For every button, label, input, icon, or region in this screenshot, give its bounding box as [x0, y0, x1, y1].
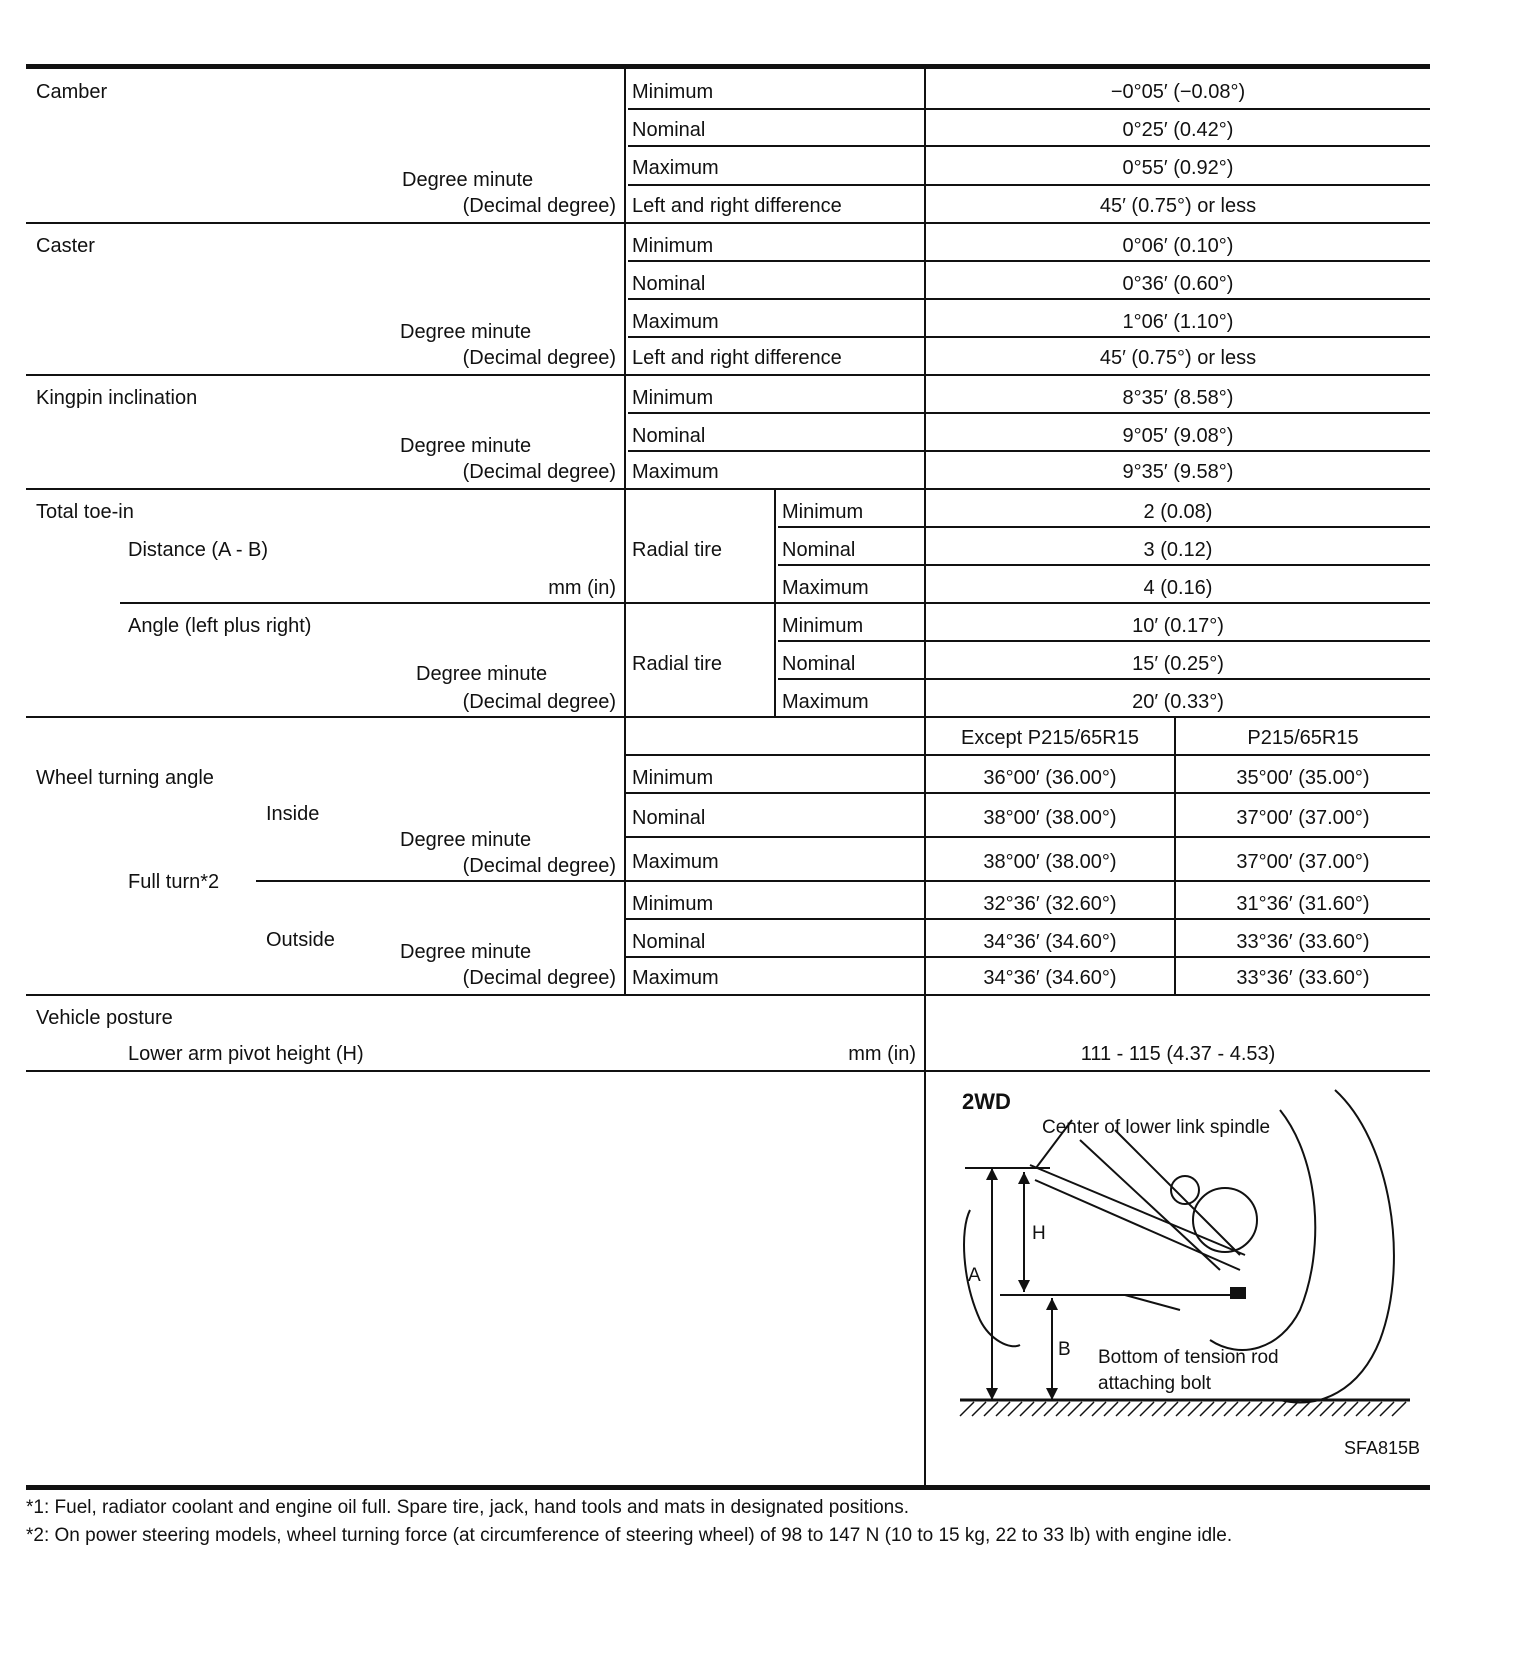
outside-nom-v1: 34°36′ (34.60°) [983, 931, 1117, 953]
section-rule [26, 374, 1430, 376]
outside-max-v2: 33°36′ (33.60°) [1236, 967, 1370, 989]
toe-angle-nom-value: 15′ (0.25°) [1132, 653, 1224, 675]
outside-nom-v2: 33°36′ (33.60°) [1236, 931, 1370, 953]
caster-unit-line1: Degree minute [400, 321, 532, 343]
footnote-1: *1: Fuel, radiator coolant and engine oil full. Spare tire, jack, hand tools and mats in designated positions. [26, 1497, 909, 1518]
caster-label: Caster [36, 235, 95, 257]
inside-nom-v1: 38°00′ (38.00°) [983, 807, 1117, 829]
wheel-hub [1193, 1188, 1257, 1252]
row-rule [626, 956, 1430, 958]
kingpin-min-value: 8°35′ (8.58°) [1122, 387, 1234, 409]
col-p215-header: P215/65R15 [1247, 727, 1359, 749]
posture-unit: mm (in) [848, 1043, 916, 1065]
toe-angle-max-value: 20′ (0.33°) [1132, 691, 1224, 713]
section-rule [26, 488, 1430, 490]
strut-line [1080, 1140, 1220, 1270]
strut-line [1115, 1130, 1240, 1255]
row-rule [628, 108, 1430, 110]
kingpin-min-label: Minimum [632, 387, 714, 409]
inside-max-label: Maximum [632, 851, 719, 873]
row-rule [778, 526, 1430, 528]
row-rule [626, 754, 1430, 756]
row-rule [628, 184, 1430, 186]
row-rule [628, 412, 1430, 414]
arrow [1018, 1172, 1030, 1184]
outside-unit-line1: Degree minute [400, 941, 532, 963]
footnote-2: *2: On power steering models, wheel turning force (at circumference of steering wheel) of 98 to 147 N (10 to 15 kg, 22 to 33 lb) with engine idle. [26, 1525, 1233, 1546]
row-rule [626, 918, 1430, 920]
outside-label: Outside [266, 929, 335, 951]
inside-nom-v2: 37°00′ (37.00°) [1236, 807, 1370, 829]
caster-diff-label: Left and right difference [632, 347, 842, 369]
kingpin-nom-label: Nominal [632, 425, 706, 447]
toe-angle-unit-line1: Degree minute [416, 663, 548, 685]
arrow [986, 1388, 998, 1400]
caster-diff-value: 45′ (0.75°) or less [1099, 347, 1257, 369]
toe-distance-max-label: Maximum [782, 577, 869, 599]
turning-label: Wheel turning angle [36, 767, 214, 789]
kingpin-label: Kingpin inclination [36, 387, 198, 409]
caster-nom-label: Nominal [632, 273, 706, 295]
toe-angle-min-value: 10′ (0.17°) [1132, 615, 1224, 637]
diagram-label-bottom2: attaching bolt [1098, 1373, 1212, 1394]
camber-nom-value: 0°25′ (0.42°) [1122, 119, 1234, 141]
section-rule [26, 994, 1430, 996]
section-rule [26, 716, 1430, 718]
camber-max-value: 0°55′ (0.92°) [1122, 157, 1234, 179]
outside-max-label: Maximum [632, 967, 719, 989]
diagram-label-a: A [968, 1265, 981, 1286]
kingpin-max-value: 9°35′ (9.58°) [1122, 461, 1234, 483]
camber-unit-line2: (Decimal degree) [462, 195, 616, 217]
tire-inner [1210, 1110, 1315, 1350]
posture-sub-label: Lower arm pivot height (H) [128, 1043, 364, 1065]
posture-label: Vehicle posture [36, 1007, 173, 1029]
row-rule [628, 450, 1430, 452]
inside-unit-line2: (Decimal degree) [462, 855, 616, 877]
row-rule [628, 145, 1430, 147]
toe-angle-nom-label: Nominal [782, 653, 856, 675]
row-rule [778, 564, 1430, 566]
row-rule [628, 298, 1430, 300]
diagram-code: SFA815B [1343, 1438, 1420, 1458]
lower-arm [1030, 1165, 1245, 1255]
inside-label: Inside [266, 803, 320, 825]
outside-min-label: Minimum [632, 893, 714, 915]
toe-angle-tire: Radial tire [632, 653, 723, 675]
toe-angle-max-label: Maximum [782, 691, 869, 713]
camber-max-label: Maximum [632, 157, 719, 179]
outside-nom-label: Nominal [632, 931, 706, 953]
diagram-badge: 2WD [962, 1089, 1011, 1114]
inside-nom-label: Nominal [632, 807, 706, 829]
posture-value: 111 - 115 (4.37 - 4.53) [1080, 1043, 1276, 1065]
diagram-label-b: B [1058, 1339, 1071, 1360]
caster-min-label: Minimum [632, 235, 714, 257]
bolt-head [1230, 1287, 1246, 1299]
caster-unit-line2: (Decimal degree) [462, 347, 616, 369]
tire-column-rule [774, 489, 776, 717]
toe-distance-min-label: Minimum [782, 501, 864, 523]
camber-unit-line1: Degree minute [402, 169, 534, 191]
toe-angle-label: Angle (left plus right) [128, 615, 312, 637]
kingpin-max-label: Maximum [632, 461, 719, 483]
caster-min-value: 0°06′ (0.10°) [1122, 235, 1234, 257]
camber-diff-label: Left and right difference [632, 195, 842, 217]
toe-distance-max-value: 4 (0.16) [1143, 577, 1213, 599]
diagram-label-bottom1: Bottom of tension rod [1098, 1347, 1279, 1368]
toe-distance-min-value: 2 (0.08) [1143, 501, 1213, 523]
section-rule [26, 222, 1430, 224]
toe-angle-min-label: Minimum [782, 615, 864, 637]
row-rule [626, 836, 1430, 838]
arrow [1018, 1280, 1030, 1292]
row-rule [778, 640, 1430, 642]
arrow [1046, 1388, 1058, 1400]
camber-nom-label: Nominal [632, 119, 706, 141]
toe-angle-unit-line2: (Decimal degree) [462, 691, 616, 713]
outside-min-v2: 31°36′ (31.60°) [1236, 893, 1370, 915]
inside-max-v1: 38°00′ (38.00°) [983, 851, 1117, 873]
caster-max-value: 1°06′ (1.10°) [1122, 311, 1234, 333]
row-rule [626, 792, 1430, 794]
arrow [986, 1168, 998, 1180]
toe-distance-nom-value: 3 (0.12) [1143, 539, 1213, 561]
section-rule [26, 1070, 1430, 1072]
toe-distance-unit: mm (in) [548, 577, 616, 599]
inside-max-v2: 37°00′ (37.00°) [1236, 851, 1370, 873]
outside-max-v1: 34°36′ (34.60°) [983, 967, 1117, 989]
inside-outside-rule [256, 880, 1430, 882]
arrow [1046, 1298, 1058, 1310]
inside-min-v1: 36°00′ (36.00°) [983, 767, 1117, 789]
outside-unit-line2: (Decimal degree) [462, 967, 616, 989]
bottom-rule [26, 1485, 1430, 1490]
col-except-header: Except P215/65R15 [961, 727, 1139, 749]
diagram-label-h: H [1032, 1223, 1046, 1244]
caster-max-label: Maximum [632, 311, 719, 333]
toe-distance-tire: Radial tire [632, 539, 723, 561]
camber-label: Camber [36, 81, 108, 103]
top-rule [26, 64, 1430, 69]
label-column-rule [624, 66, 626, 996]
inside-min-v2: 35°00′ (35.00°) [1236, 767, 1370, 789]
leader-bottom [1125, 1295, 1180, 1310]
kingpin-unit-line1: Degree minute [400, 435, 532, 457]
full-turn-label: Full turn*2 [128, 871, 220, 893]
kingpin-unit-line2: (Decimal degree) [462, 461, 616, 483]
inside-min-label: Minimum [632, 767, 714, 789]
row-rule [628, 260, 1430, 262]
row-rule [628, 336, 1430, 338]
ground-hatch [960, 1402, 1406, 1416]
inside-unit-line1: Degree minute [400, 829, 532, 851]
row-rule [778, 678, 1430, 680]
toe-distance-nom-label: Nominal [782, 539, 856, 561]
kingpin-nom-value: 9°05′ (9.08°) [1122, 425, 1234, 447]
camber-min-label: Minimum [632, 81, 714, 103]
outside-min-v1: 32°36′ (32.60°) [983, 893, 1117, 915]
caster-nom-value: 0°36′ (0.60°) [1122, 273, 1234, 295]
toe-distance-label: Distance (A - B) [128, 539, 269, 561]
toe-in-label: Total toe-in [36, 501, 134, 523]
camber-min-value: −0°05′ (−0.08°) [1110, 81, 1246, 103]
camber-diff-value: 45′ (0.75°) or less [1099, 195, 1257, 217]
diagram-label-top: Center of lower link spindle [1042, 1117, 1271, 1138]
